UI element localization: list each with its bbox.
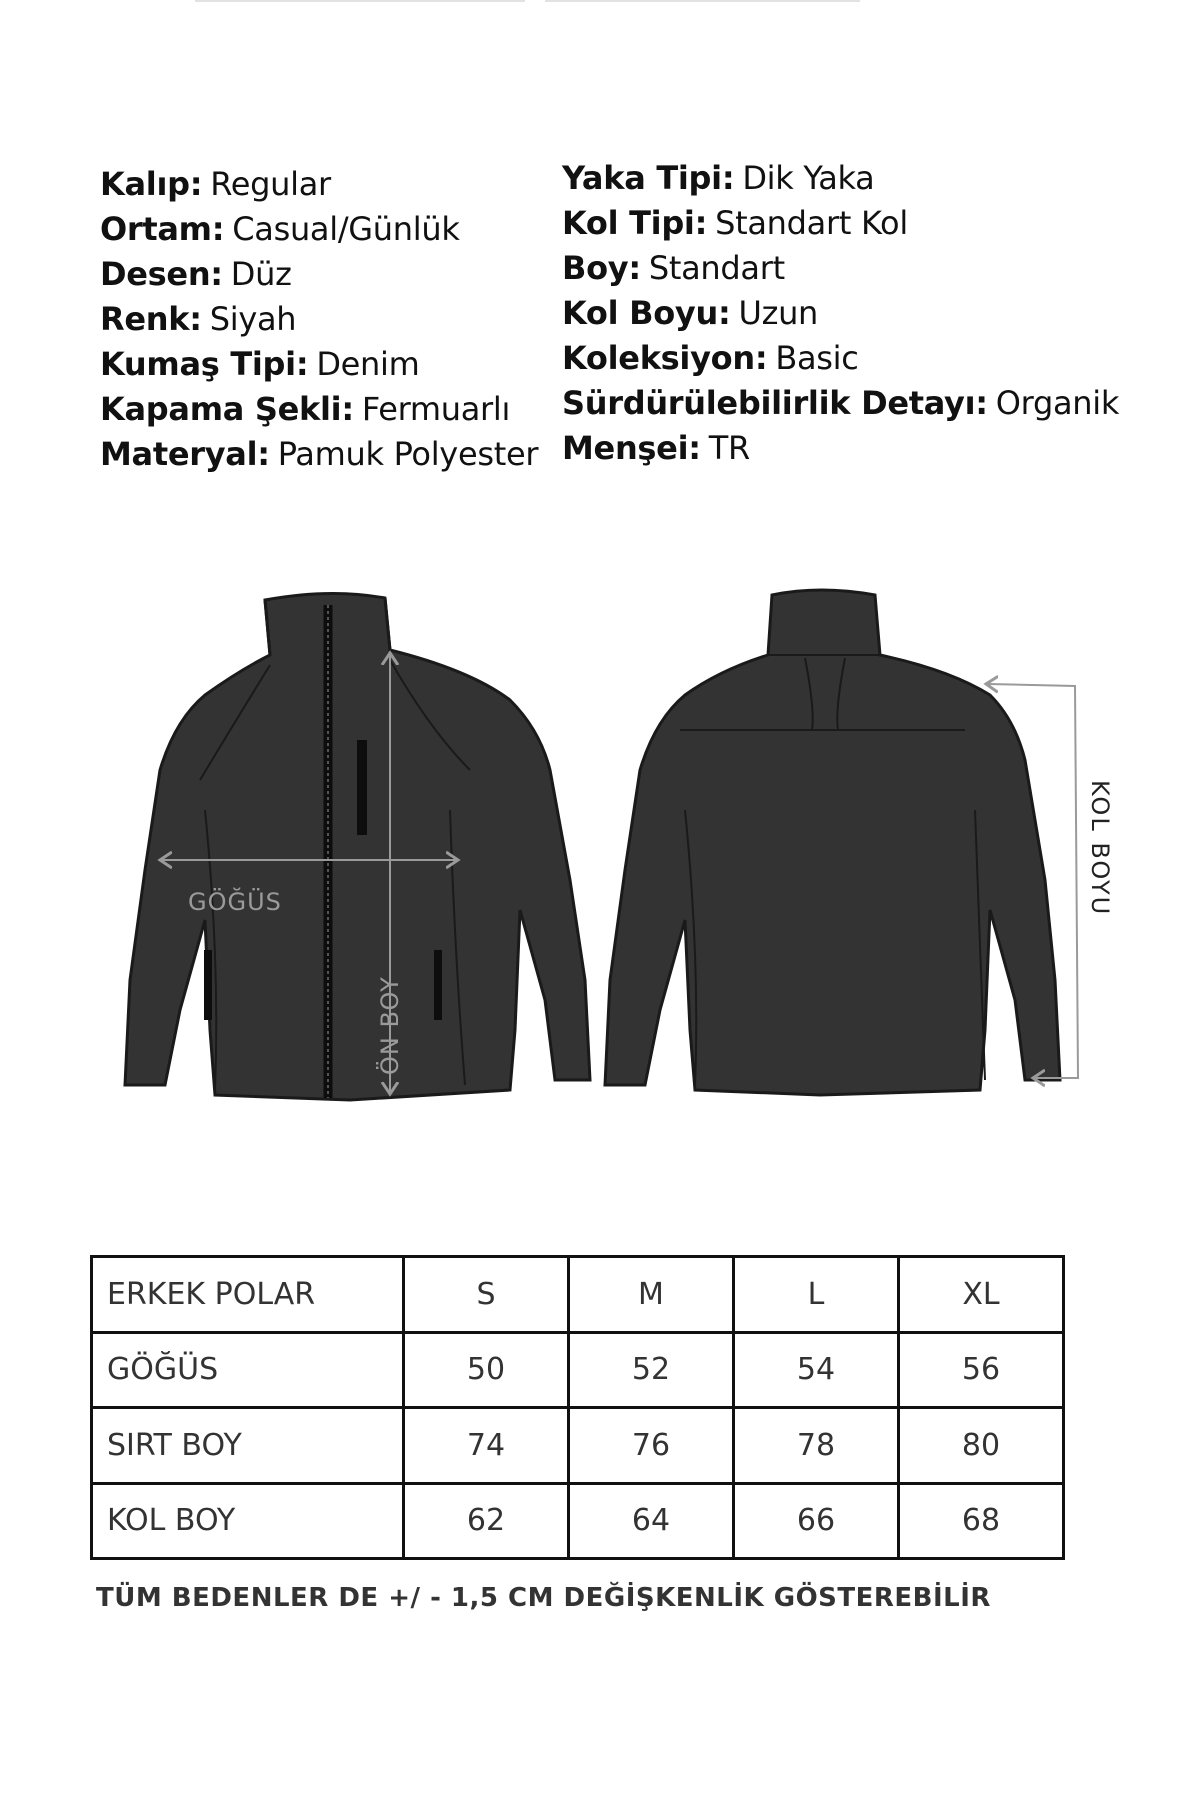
row-label: GÖĞÜS <box>92 1332 404 1408</box>
spec-value: Standart Kol <box>715 204 908 242</box>
spec-key: Ortam: <box>100 210 225 248</box>
jacket-back-illustration <box>605 590 1114 1095</box>
table-cell: 78 <box>734 1408 899 1484</box>
spec-color <box>100 297 538 342</box>
spec-key: Kumaş Tipi: <box>100 345 309 383</box>
row-label: KOL BOY <box>92 1483 404 1559</box>
size-chart-title: ERKEK POLAR <box>92 1257 404 1333</box>
spec-value: Regular <box>210 165 331 203</box>
spec-key: Kapama Şekli: <box>100 390 354 428</box>
spec-value: Düz <box>230 255 292 293</box>
top-divider-right <box>545 0 860 2</box>
spec-closure <box>100 387 538 432</box>
table-row <box>92 1408 1064 1484</box>
spec-value: Siyah <box>209 300 297 338</box>
spec-sleeve-type <box>562 201 1119 246</box>
jacket-back-body <box>605 590 1060 1095</box>
table-cell: 62 <box>404 1483 569 1559</box>
spec-length <box>562 246 1119 291</box>
size-variance-note: TÜM BEDENLER DE +/ - 1,5 CM DEĞİŞKENLİK GÖSTEREBİLİR <box>96 1583 991 1613</box>
table-cell: 74 <box>404 1408 569 1484</box>
table-cell: 76 <box>569 1408 734 1484</box>
spec-value: TR <box>708 429 750 467</box>
spec-pattern <box>100 252 538 297</box>
spec-collection <box>562 336 1119 381</box>
table-cell: 68 <box>899 1483 1064 1559</box>
spec-key: Menşei: <box>562 429 701 467</box>
table-cell: 56 <box>899 1332 1064 1408</box>
specs-right-column <box>562 156 1119 471</box>
front-length-label: ÖN BOY <box>376 976 404 1075</box>
spec-fit <box>100 162 538 207</box>
spec-value: Organik <box>995 384 1120 422</box>
spec-origin <box>562 426 1119 471</box>
spec-value: Denim <box>316 345 420 383</box>
table-cell: 80 <box>899 1408 1064 1484</box>
spec-key: Kol Tipi: <box>562 204 708 242</box>
table-cell: 54 <box>734 1332 899 1408</box>
spec-sleeve-length <box>562 291 1119 336</box>
spec-occasion <box>100 207 538 252</box>
table-cell: 50 <box>404 1332 569 1408</box>
spec-key: Desen: <box>100 255 223 293</box>
size-header-l: L <box>734 1257 899 1333</box>
table-cell: 52 <box>569 1332 734 1408</box>
sleeve-length-label: KOL BOYU <box>1086 780 1114 917</box>
spec-value: Casual/Günlük <box>232 210 460 248</box>
spec-material <box>100 432 538 477</box>
spec-value: Fermuarlı <box>361 390 511 428</box>
size-header-xl: XL <box>899 1257 1064 1333</box>
spec-key: Yaka Tipi: <box>562 159 735 197</box>
spec-value: Uzun <box>738 294 819 332</box>
spec-value: Pamuk Polyester <box>277 435 539 473</box>
spec-key: Sürdürülebilirlik Detayı: <box>562 384 988 422</box>
spec-key: Koleksiyon: <box>562 339 768 377</box>
jacket-front-illustration <box>125 593 590 1100</box>
spec-value: Basic <box>775 339 859 377</box>
table-row <box>92 1332 1064 1408</box>
table-cell: 66 <box>734 1483 899 1559</box>
top-divider-left <box>195 0 525 2</box>
spec-key: Renk: <box>100 300 202 338</box>
jacket-measurement-diagram <box>100 580 1114 1160</box>
jacket-front-body <box>125 593 590 1100</box>
spec-key: Materyal: <box>100 435 270 473</box>
spec-value: Dik Yaka <box>742 159 875 197</box>
size-chart-header-row <box>92 1257 1064 1333</box>
spec-key: Kalıp: <box>100 165 203 203</box>
row-label: SIRT BOY <box>92 1408 404 1484</box>
table-row <box>92 1483 1064 1559</box>
spec-collar <box>562 156 1119 201</box>
size-header-s: S <box>404 1257 569 1333</box>
spec-key: Boy: <box>562 249 641 287</box>
specs-left-column <box>100 162 538 477</box>
spec-fabric <box>100 342 538 387</box>
size-chart-table <box>90 1255 1065 1560</box>
spec-sustainability <box>562 381 1119 426</box>
spec-key: Kol Boyu: <box>562 294 731 332</box>
size-header-m: M <box>569 1257 734 1333</box>
spec-value: Standart <box>648 249 785 287</box>
chest-label: GÖĞÜS <box>188 888 282 916</box>
table-cell: 64 <box>569 1483 734 1559</box>
